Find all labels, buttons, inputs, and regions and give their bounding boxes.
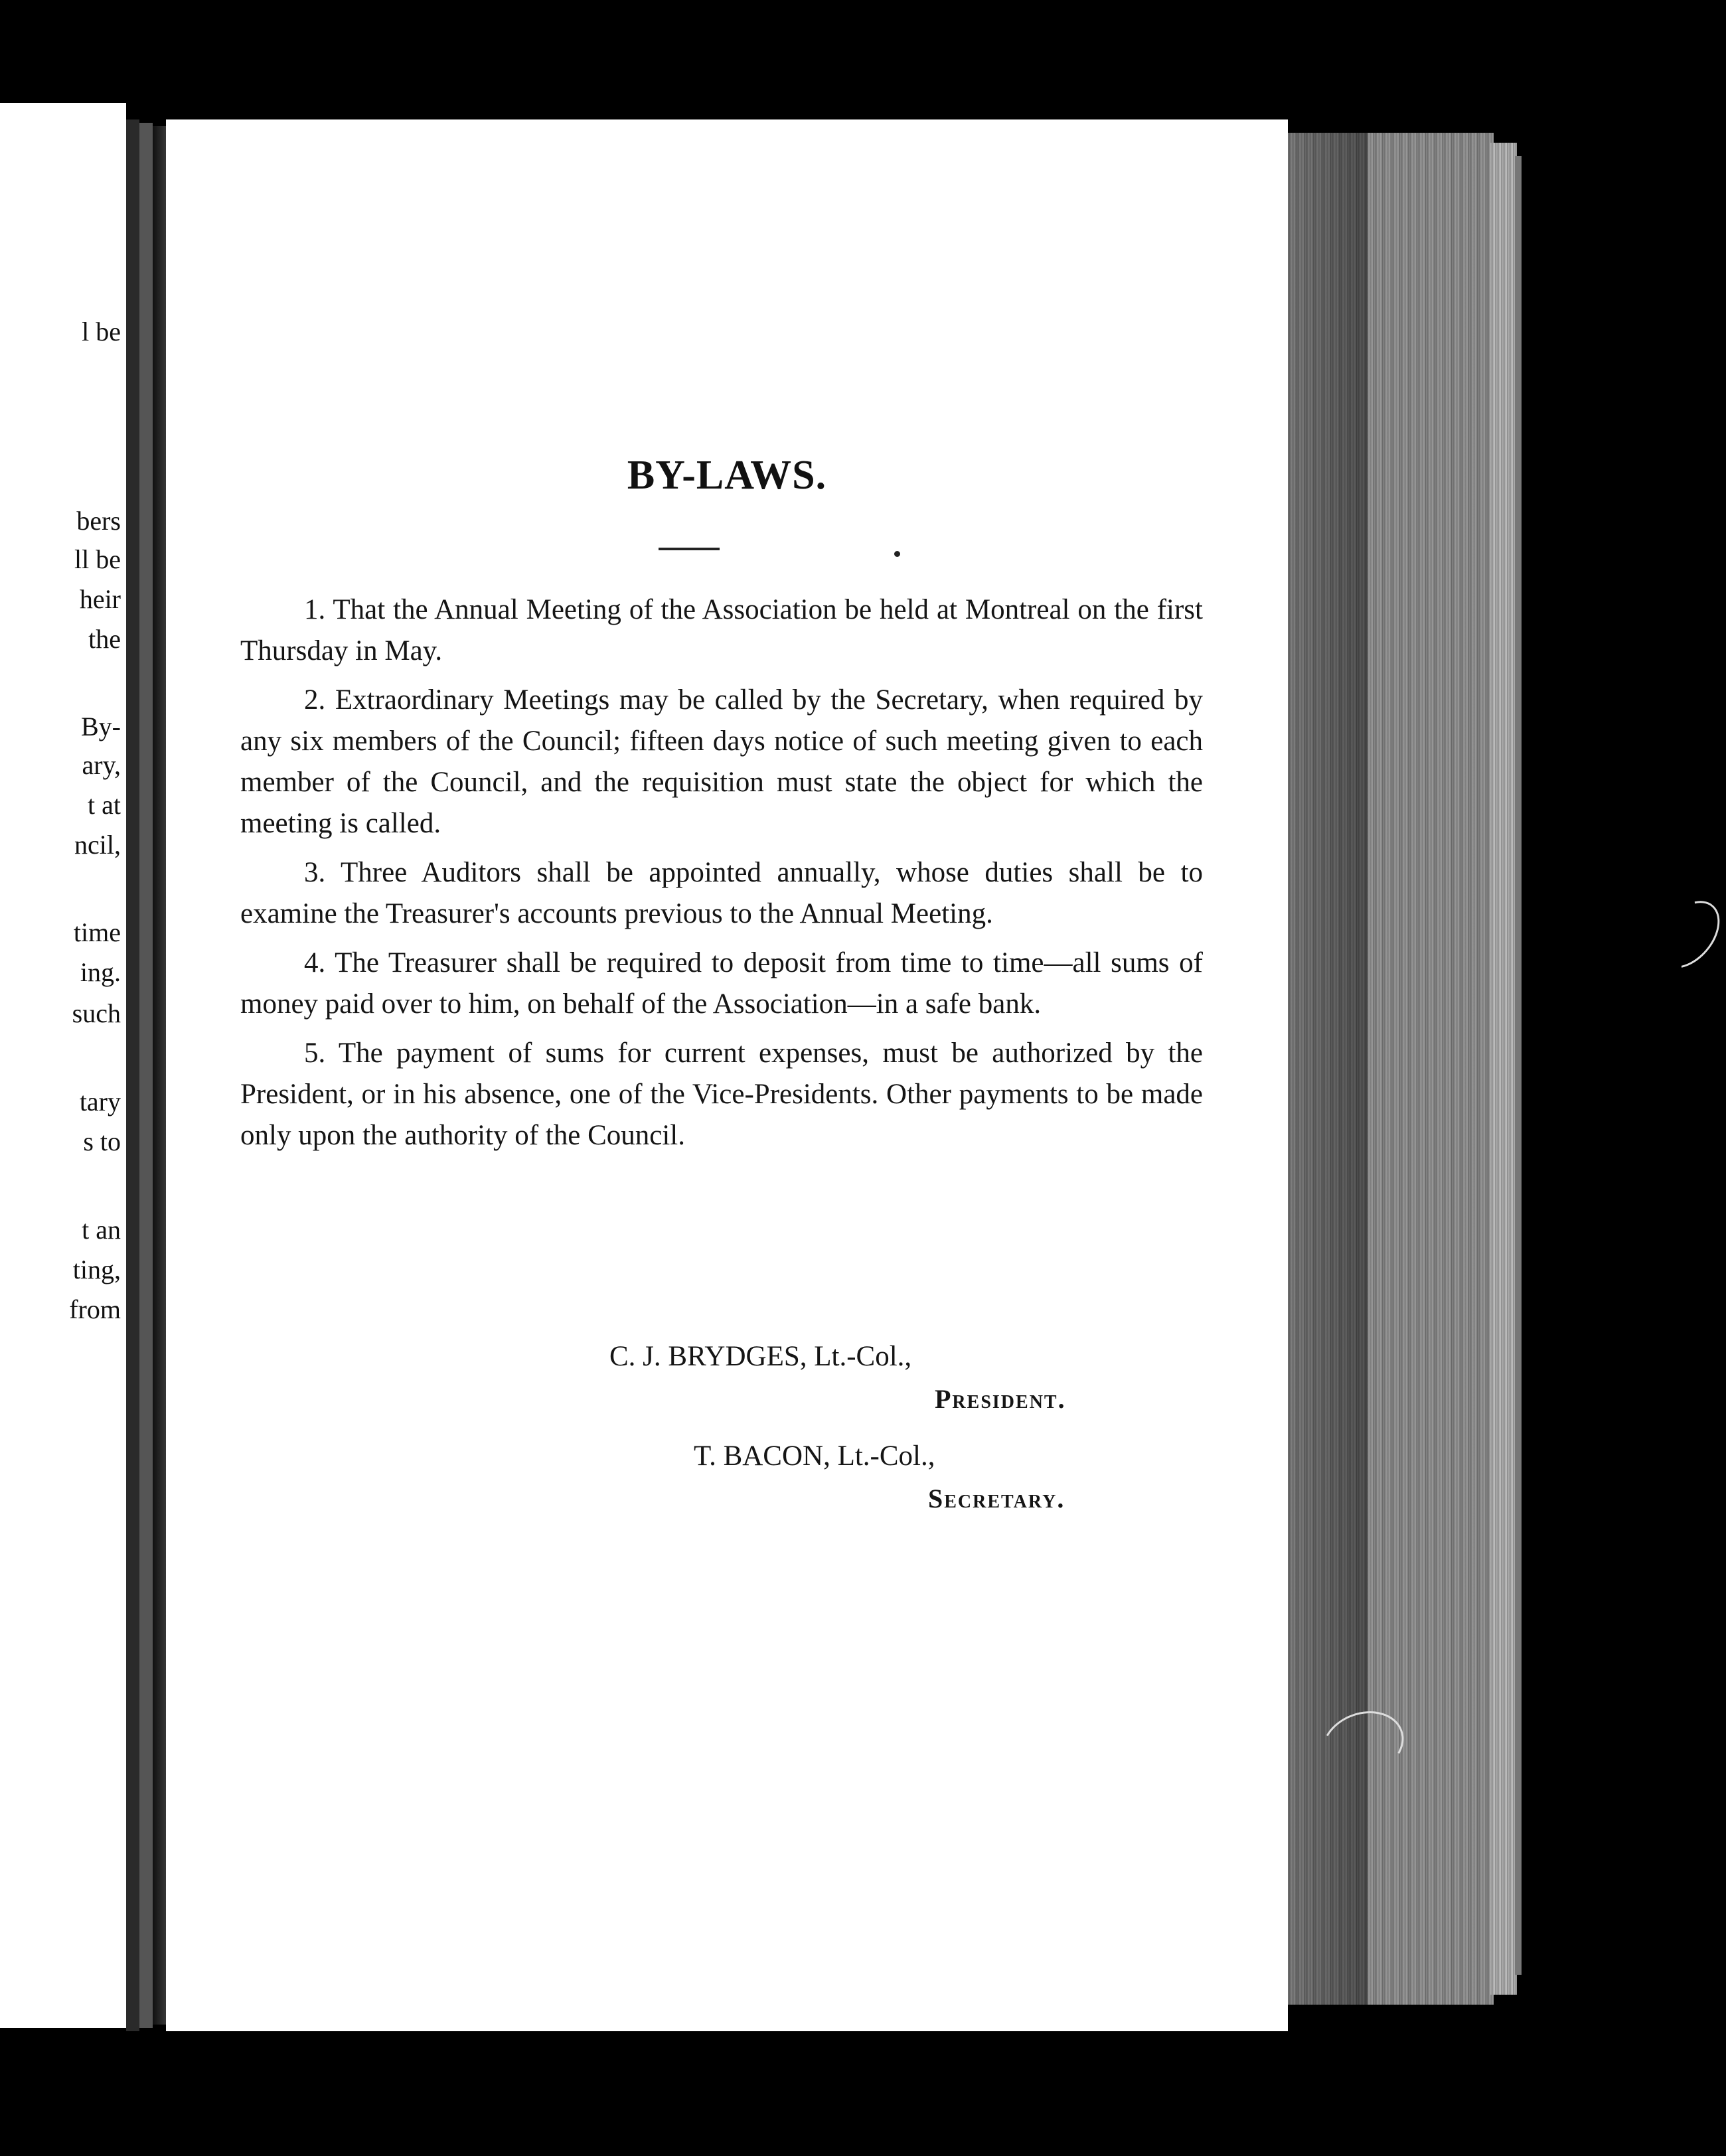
- left-page-line: t at: [88, 790, 121, 820]
- print-speck: [894, 551, 900, 557]
- film-scratch: [1644, 889, 1726, 980]
- bylaw-paragraph: 3. Three Auditors shall be appointed annually, whose duties shall be to examine the Treasurer's accounts previous to the Annual Meeting.: [240, 857, 1203, 929]
- left-page-line: l be: [82, 317, 121, 346]
- bylaw-paragraph: 4. The Treasurer shall be required to deposit from time to time—all sums of money paid over to him, on behalf of the Association—in a safe bank.: [240, 947, 1203, 1020]
- left-page-line: heir: [79, 584, 121, 614]
- left-page-line: such: [72, 998, 121, 1028]
- left-page-line: ing.: [80, 957, 121, 987]
- gutter-shadow: [153, 126, 167, 2025]
- left-page-line: from: [69, 1294, 121, 1324]
- left-page-line: bers: [76, 506, 121, 536]
- left-page-line: ll be: [74, 544, 121, 574]
- left-page-line: tary: [79, 1087, 121, 1116]
- page-edges-rim: [1490, 143, 1517, 1995]
- signature-office: Secretary.: [928, 1484, 1065, 1513]
- left-page-line: By-: [81, 712, 121, 741]
- signature-name: C. J. BRYDGES, Lt.-Col.,: [609, 1341, 912, 1372]
- title-rule: [659, 548, 720, 550]
- left-page-line: ncil,: [74, 830, 121, 860]
- left-page-line: s to: [83, 1126, 121, 1156]
- left-page-line: the: [88, 624, 121, 654]
- left-page-line: time: [73, 917, 121, 947]
- signature-office: President.: [935, 1384, 1066, 1414]
- left-page-line: t an: [82, 1215, 121, 1245]
- page-title: BY-LAWS.: [627, 453, 827, 498]
- bylaw-paragraph: 2. Extraordinary Meetings may be called by the Secretary, when required by any six members of the Council; fifteen days notice of such meeting given to each member of the Council, and the requisition must state the object for which the meeting is called.: [240, 684, 1203, 839]
- left-page-line: ary,: [82, 750, 121, 780]
- left-page-line: ting,: [72, 1255, 121, 1284]
- document-page: [166, 119, 1288, 2031]
- bylaws-body: [240, 589, 1203, 1164]
- book-gutter: [126, 119, 139, 2031]
- bylaw-paragraph: 5. The payment of sums for current expenses, must be authorized by the President, or in his absence, one of the Vice-Presidents. Other payments to be made only upon the authority of the Council.: [240, 1038, 1203, 1151]
- book-gutter-inner: [139, 123, 153, 2028]
- signature-name: T. BACON, Lt.-Col.,: [694, 1440, 935, 1472]
- previous-page-fragment: [0, 103, 126, 2028]
- bylaw-paragraph: 1. That the Annual Meeting of the Association be held at Montreal on the first Thursday in May.: [240, 594, 1203, 666]
- cover-edge: [1515, 156, 1522, 1975]
